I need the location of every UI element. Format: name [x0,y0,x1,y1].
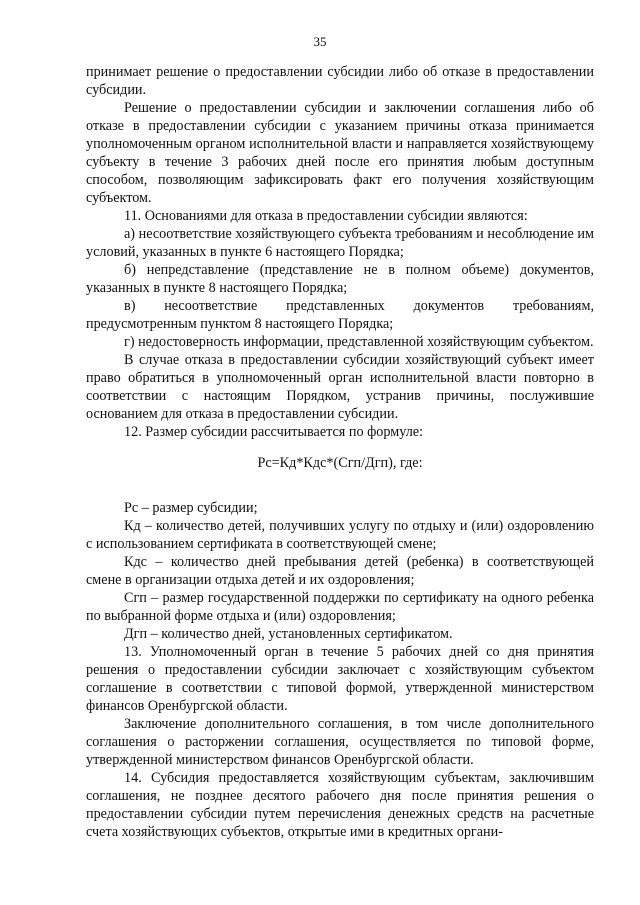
paragraph-continuation: принимает решение о предоставлении субсидии либо об отказе в предоставлении субсидии. [86,64,594,98]
definition-rs: Рс – размер субсидии; [124,500,258,516]
paragraph-item-11a: а) несоответствие хозяйствующего субъекта требованиям и несоблюдение им условий, указанных в пункте 6 настоящего Порядка; [86,226,594,260]
paragraph-refusal-right: В случае отказа в предоставлении субсидии хозяйствующий субъект имеет право обратиться в уполномоченный орган исполнительной власти повторно в соответствии с настоящим Порядком, устранив причины, послужившие основанием для отказа в предоставлении субсидии. [86,352,594,422]
paragraph-item-12: 12. Размер субсидии рассчитывается по формуле: [124,424,424,440]
paragraph-item-11b: б) непредставление (представление не в полном объеме) документов, указанных в пункте 8 настоящего Порядка; [86,262,594,296]
definition-kds: Кдс – количество дней пребывания детей (ребенка) в соответствующей смене в организации отдыха детей и их оздоровления; [86,554,594,588]
paragraph-item-13: 13. Уполномоченный орган в течение 5 рабочих дней со дня принятия решения о предоставлении субсидии заключает с хозяйствующим субъектом соглашение в соответствии с типовой формой, утвержденной министерством финансов Оренбургской области. [86,644,594,714]
paragraph-additional-agreement: Заключение дополнительного соглашения, в том числе дополнительного соглашения о расторжении соглашения, осуществляется по типовой форме, утвержденной министерством финансов Оренбургской области. [86,716,594,768]
definition-kd: Кд – количество детей, получивших услугу по отдыху и (или) оздоровлению с использованием сертификата в соответствующей смене; [86,518,594,552]
definition-dgp: Дгп – количество дней, установленных сертификатом. [124,626,453,642]
formula: Рс=Кд*Кдс*(Сгп/Дгп), где: [257,455,423,471]
definition-sgp: Сгп – размер государственной поддержки по сертификату на одного ребенка по выбранной форме отдыха и (или) оздоровления; [86,590,594,624]
paragraph-item-11: 11. Основаниями для отказа в предоставлении субсидии являются: [124,208,528,224]
document-body [86,63,594,841]
page-number: 35 [313,34,327,49]
paragraph-item-11v: в) несоответствие представленных документов требованиям, предусмотренным пунктом 8 настоящего Порядка; [86,298,594,332]
paragraph-item-14: 14. Субсидия предоставляется хозяйствующим субъектам, заключившим соглашения, не позднее десятого рабочего дня после принятия решения о предоставлении субсидии путем перечисления денежных средств на расчетные счета хозяйствующих субъектов, открытые ими в кредитных органи- [86,770,594,840]
paragraph-decision: Решение о предоставлении субсидии и заключении соглашения либо об отказе в предоставлении субсидии с указанием причины отказа принимается уполномоченным органом исполнительной власти и направляется хозяйствующему субъекту в течение 3 рабочих дней после его принятия любым доступным способом, позволяющим зафиксировать факт его получения хозяйствующим субъектом. [86,100,594,206]
paragraph-item-11g: г) недостоверность информации, представленной хозяйствующим субъектом. [124,334,594,350]
